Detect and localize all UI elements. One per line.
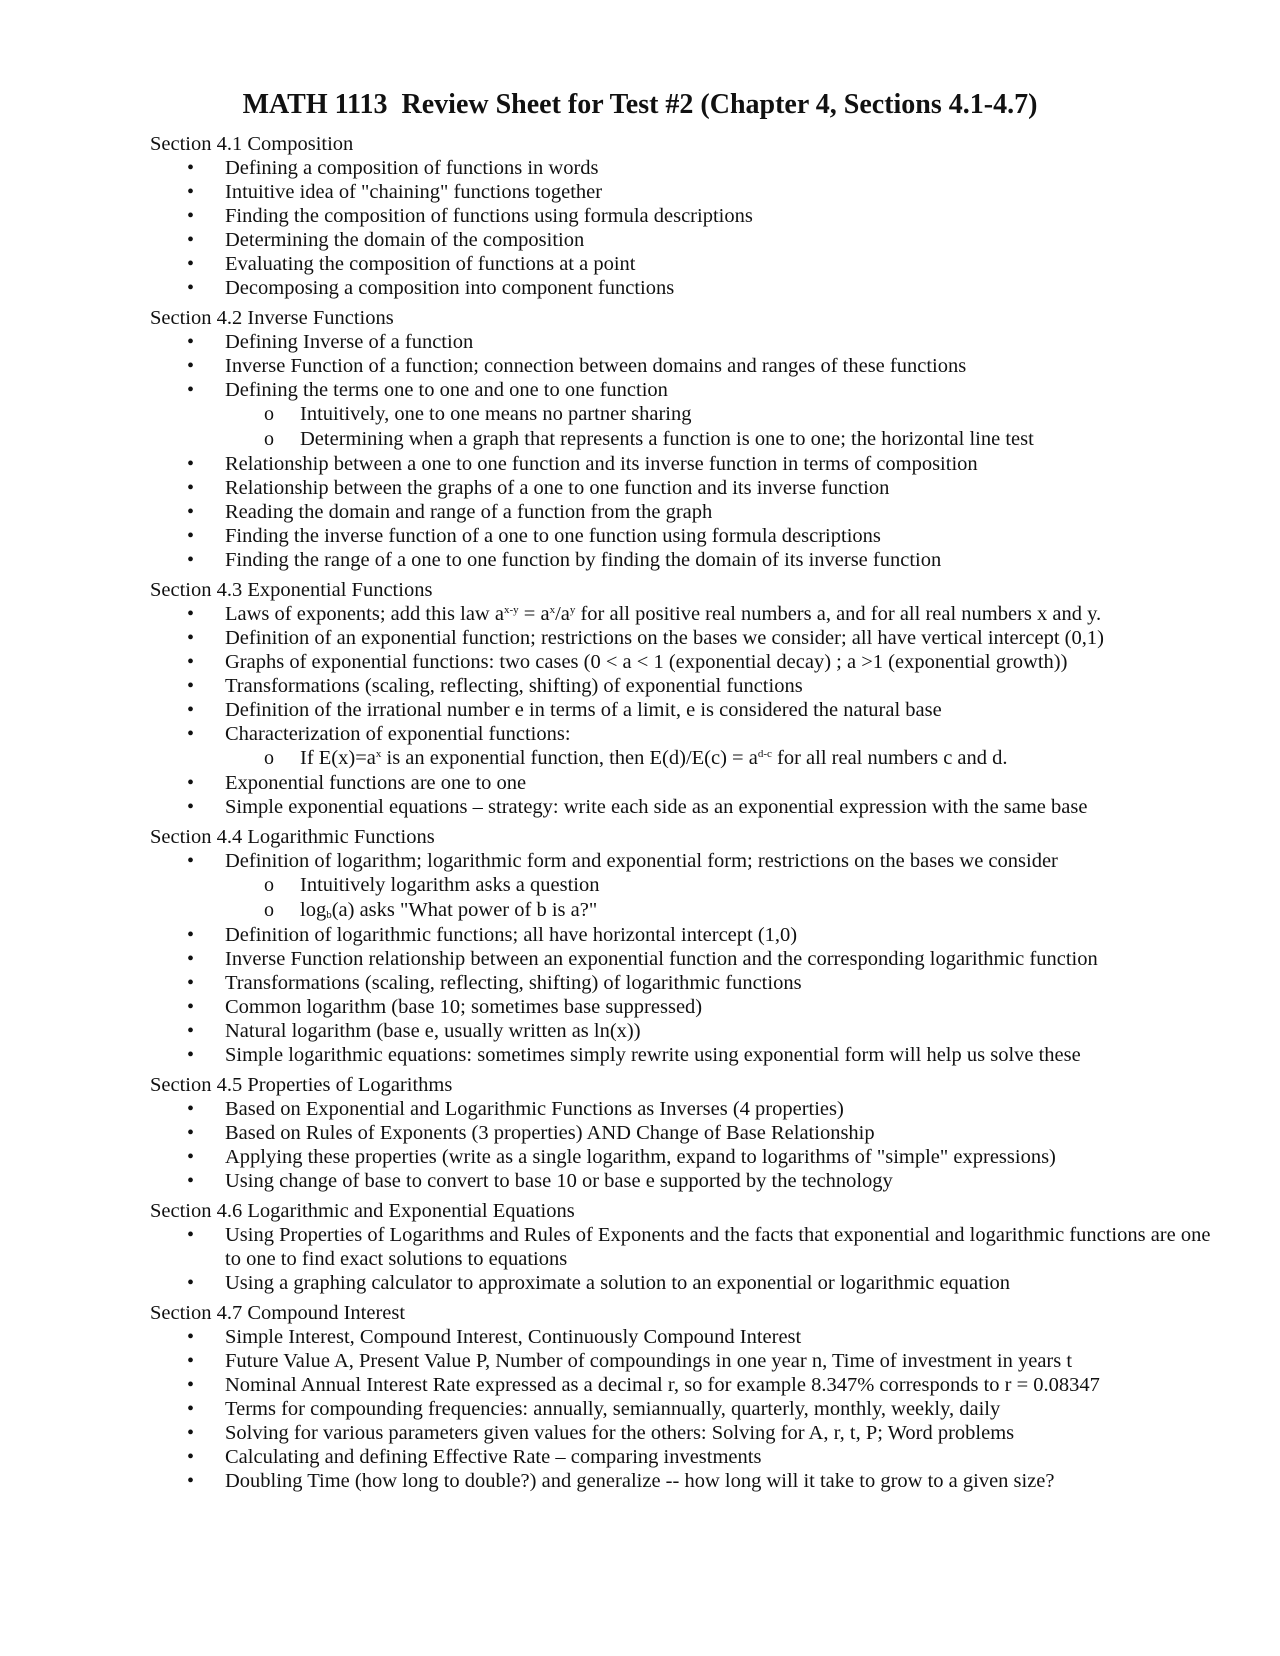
bullet-icon: • (187, 1326, 195, 1348)
list-item (150, 995, 1230, 1019)
sub-list-item (150, 427, 1230, 452)
hollow-bullet-icon: o (264, 403, 274, 425)
text-run: /a (555, 603, 570, 625)
bullet-icon: • (187, 477, 195, 499)
hollow-bullet-icon: o (264, 899, 274, 921)
item-text: Transformations (scaling, reflecting, shifting) of exponential functions (225, 675, 803, 697)
item-text: Finding the inverse function of a one to one function using formula descriptions (225, 525, 881, 547)
math-subscript: b (326, 909, 332, 921)
section-heading: Section 4.7 Compound Interest (150, 1302, 406, 1324)
item-text: Inverse Function of a function; connection between domains and ranges of these functions (225, 355, 967, 377)
list-item (150, 971, 1230, 995)
bullet-icon: • (187, 723, 195, 745)
bullet-icon: • (187, 1098, 195, 1120)
list-item (150, 602, 1230, 626)
bullet-icon: • (187, 253, 195, 275)
item-text: Based on Rules of Exponents (3 properties) AND Change of Base Relationship (225, 1122, 875, 1144)
hollow-bullet-icon: o (264, 428, 274, 450)
list-item (150, 1097, 1230, 1121)
bullet-icon: • (187, 972, 195, 994)
list-item (150, 1019, 1230, 1043)
item-text: Reading the domain and range of a function from the graph (225, 501, 713, 523)
bullet-icon: • (187, 501, 195, 523)
item-text: Defining the terms one to one and one to one function (225, 379, 668, 401)
list-item (150, 1271, 1230, 1295)
section-heading: Section 4.5 Properties of Logarithms (150, 1074, 453, 1096)
text-run: is an exponential function, then E(d)/E(c) = a (381, 747, 758, 769)
section-block (150, 132, 1230, 300)
item-text: Using Properties of Logarithms and Rules of Exponents and the facts that exponential and logarithmic functions are one to one to find exact solutions to equations (225, 1224, 1211, 1270)
list-item (150, 698, 1230, 722)
item-text: Intuitive idea of "chaining" functions together (225, 181, 603, 203)
list-item (150, 771, 1230, 795)
bullet-icon: • (187, 699, 195, 721)
hollow-bullet-icon: o (264, 747, 274, 769)
bullet-icon: • (187, 948, 195, 970)
bullet-icon: • (187, 549, 195, 571)
item-text: Relationship between a one to one function and its inverse function in terms of composition (225, 453, 978, 475)
list-item (150, 1397, 1230, 1421)
list-item (150, 1121, 1230, 1145)
sub-bullet-list (225, 873, 1230, 923)
bullet-list (150, 330, 1230, 572)
bullet-icon: • (187, 157, 195, 179)
sub-bullet-list (225, 746, 1230, 771)
item-text: Intuitively logarithm asks a question (300, 874, 600, 896)
bullet-icon: • (187, 996, 195, 1018)
item-text: Based on Exponential and Logarithmic Functions as Inverses (4 properties) (225, 1098, 844, 1120)
bullet-icon: • (187, 850, 195, 872)
bullet-icon: • (187, 924, 195, 946)
item-text: Definition of an exponential function; restrictions on the bases we consider; all have vertical intercept (0,1) (225, 627, 1104, 649)
item-text: Relationship between the graphs of a one to one function and its inverse function (225, 477, 890, 499)
list-item (150, 1325, 1230, 1349)
list-item (150, 1445, 1230, 1469)
list-item (150, 500, 1230, 524)
item-text: Applying these properties (write as a single logarithm, expand to logarithms of "simple" expressions) (225, 1146, 1056, 1168)
section-block (150, 825, 1230, 1067)
list-item (150, 923, 1230, 947)
list-item (150, 650, 1230, 674)
list-item (150, 204, 1230, 228)
item-text: Terms for compounding frequencies: annually, semiannually, quarterly, monthly, weekly, daily (225, 1398, 1001, 1420)
bullet-icon: • (187, 1044, 195, 1066)
bullet-list (150, 156, 1230, 300)
item-text: Defining a composition of functions in words (225, 157, 599, 179)
bullet-icon: • (187, 675, 195, 697)
bullet-list (150, 1223, 1230, 1295)
text-run: for all positive real numbers a, and for all real numbers x and y. (575, 603, 1102, 625)
item-text: Doubling Time (how long to double?) and generalize -- how long will it take to grow to a given size? (225, 1470, 1055, 1492)
item-text: Inverse Function relationship between an exponential function and the corresponding logarithmic function (225, 948, 1098, 970)
item-text: Finding the composition of functions using formula descriptions (225, 205, 753, 227)
item-text: Natural logarithm (base e, usually written as ln(x)) (225, 1020, 641, 1042)
section-heading: Section 4.2 Inverse Functions (150, 307, 394, 329)
bullet-list (150, 849, 1230, 1067)
bullet-icon: • (187, 796, 195, 818)
bullet-icon: • (187, 229, 195, 251)
math-supscript: y (569, 604, 576, 616)
item-text: Definition of logarithmic functions; all have horizontal intercept (1,0) (225, 924, 798, 946)
bullet-icon: • (187, 1170, 195, 1192)
text-run: log (300, 899, 327, 921)
item-text: Calculating and defining Effective Rate – comparing investments (225, 1446, 762, 1468)
list-item (150, 1043, 1230, 1067)
bullet-icon: • (187, 1470, 195, 1492)
bullet-icon: • (187, 453, 195, 475)
document-title: MATH 1113 Review Sheet for Test #2 (Chapter 4, Sections 4.1-4.7) (242, 89, 1038, 120)
text-run: If E(x)=a (300, 747, 376, 769)
item-text: Nominal Annual Interest Rate expressed as a decimal r, so for example 8.347% corresponds to r = 0.08347 (225, 1374, 1100, 1396)
item-text: Simple Interest, Compound Interest, Continuously Compound Interest (225, 1326, 802, 1348)
section-block (150, 1301, 1230, 1493)
math-supscript: x-y (503, 604, 519, 616)
item-text: Definition of the irrational number e in terms of a limit, e is considered the natural base (225, 699, 942, 721)
hollow-bullet-icon: o (264, 874, 274, 896)
list-item (150, 354, 1230, 378)
text-run: Laws of exponents; add this law a (225, 603, 504, 625)
bullet-icon: • (187, 525, 195, 547)
section-block (150, 1073, 1230, 1193)
item-text: Transformations (scaling, reflecting, shifting) of logarithmic functions (225, 972, 802, 994)
list-item (150, 548, 1230, 572)
text-run: = a (518, 603, 550, 625)
bullet-icon: • (187, 1224, 195, 1246)
bullet-icon: • (187, 1422, 195, 1444)
section-heading: Section 4.3 Exponential Functions (150, 579, 433, 601)
item-text: Intuitively, one to one means no partner sharing (300, 403, 692, 425)
section-heading: Section 4.4 Logarithmic Functions (150, 826, 435, 848)
item-text: Characterization of exponential functions: (225, 723, 571, 745)
item-text: Using change of base to convert to base 10 or base e supported by the technology (225, 1170, 893, 1192)
list-item (150, 1469, 1230, 1493)
section-block (150, 1199, 1230, 1295)
list-item (150, 452, 1230, 476)
item-text: Evaluating the composition of functions at a point (225, 253, 636, 275)
bullet-icon: • (187, 603, 195, 625)
bullet-icon: • (187, 355, 195, 377)
bullet-icon: • (187, 772, 195, 794)
bullet-icon: • (187, 331, 195, 353)
bullet-icon: • (187, 627, 195, 649)
bullet-icon: • (187, 1020, 195, 1042)
sub-list-item (150, 402, 1230, 427)
bullet-icon: • (187, 1146, 195, 1168)
math-supscript: x (549, 604, 556, 616)
bullet-icon: • (187, 1272, 195, 1294)
bullet-icon: • (187, 1398, 195, 1420)
item-text: Determining the domain of the composition (225, 229, 585, 251)
item-text: Decomposing a composition into component functions (225, 277, 675, 299)
section-heading: Section 4.6 Logarithmic and Exponential Equations (150, 1200, 575, 1222)
bullet-list (150, 1097, 1230, 1193)
list-item (150, 524, 1230, 548)
list-item (150, 1373, 1230, 1397)
sub-list-item (150, 898, 1230, 923)
list-item (150, 378, 1230, 452)
bullet-icon: • (187, 1374, 195, 1396)
list-item (150, 228, 1230, 252)
bullet-icon: • (187, 1446, 195, 1468)
list-item (150, 180, 1230, 204)
item-text: Exponential functions are one to one (225, 772, 527, 794)
bullet-list (150, 602, 1230, 819)
item-text: Graphs of exponential functions: two cases (0 < a < 1 (exponential decay) ; a >1 (exponential growth)) (225, 651, 1068, 673)
sub-list-item (150, 746, 1230, 771)
item-text: Determining when a graph that represents a function is one to one; the horizontal line test (300, 428, 1034, 450)
item-text: Using a graphing calculator to approximate a solution to an exponential or logarithmic equation (225, 1272, 1011, 1294)
text-run: for all real numbers c and d. (771, 747, 1008, 769)
list-item (150, 330, 1230, 354)
bullet-icon: • (187, 379, 195, 401)
list-item (150, 1169, 1230, 1193)
bullet-icon: • (187, 1350, 195, 1372)
math-supscript: d-c (757, 748, 772, 760)
bullet-icon: • (187, 205, 195, 227)
item-text: Defining Inverse of a function (225, 331, 474, 353)
list-item (150, 476, 1230, 500)
bullet-icon: • (187, 1122, 195, 1144)
sections-container (150, 132, 1230, 1499)
item-text: Definition of logarithm; logarithmic form and exponential form; restrictions on the bases we consider (225, 850, 1058, 872)
item-text: Simple exponential equations – strategy: write each side as an exponential expression with the same base (225, 796, 1088, 818)
list-item (150, 849, 1230, 923)
list-item (150, 1421, 1230, 1445)
bullet-icon: • (187, 651, 195, 673)
list-item (150, 1349, 1230, 1373)
list-item (150, 947, 1230, 971)
item-text: Future Value A, Present Value P, Number of compoundings in one year n, Time of investment in years t (225, 1350, 1073, 1372)
text-run: (a) asks "What power of b is a?" (331, 899, 598, 921)
list-item (150, 795, 1230, 819)
list-item (150, 626, 1230, 650)
list-item (150, 674, 1230, 698)
sub-bullet-list (225, 402, 1230, 452)
bullet-icon: • (187, 181, 195, 203)
list-item (150, 1223, 1230, 1271)
item-text: Finding the range of a one to one function by finding the domain of its inverse function (225, 549, 942, 571)
item-text: Common logarithm (base 10; sometimes base suppressed) (225, 996, 703, 1018)
item-text: Simple logarithmic equations: sometimes simply rewrite using exponential form will help us solve these (225, 1044, 1081, 1066)
section-heading: Section 4.1 Composition (150, 133, 354, 155)
list-item (150, 1145, 1230, 1169)
math-supscript: x (375, 748, 382, 760)
list-item (150, 722, 1230, 771)
item-text: Solving for various parameters given values for the others: Solving for A, r, t, P; Word problems (225, 1422, 1015, 1444)
section-block (150, 578, 1230, 819)
bullet-icon: • (187, 277, 195, 299)
sub-list-item (150, 873, 1230, 898)
list-item (150, 252, 1230, 276)
bullet-list (150, 1325, 1230, 1493)
list-item (150, 276, 1230, 300)
list-item (150, 156, 1230, 180)
section-block (150, 306, 1230, 572)
